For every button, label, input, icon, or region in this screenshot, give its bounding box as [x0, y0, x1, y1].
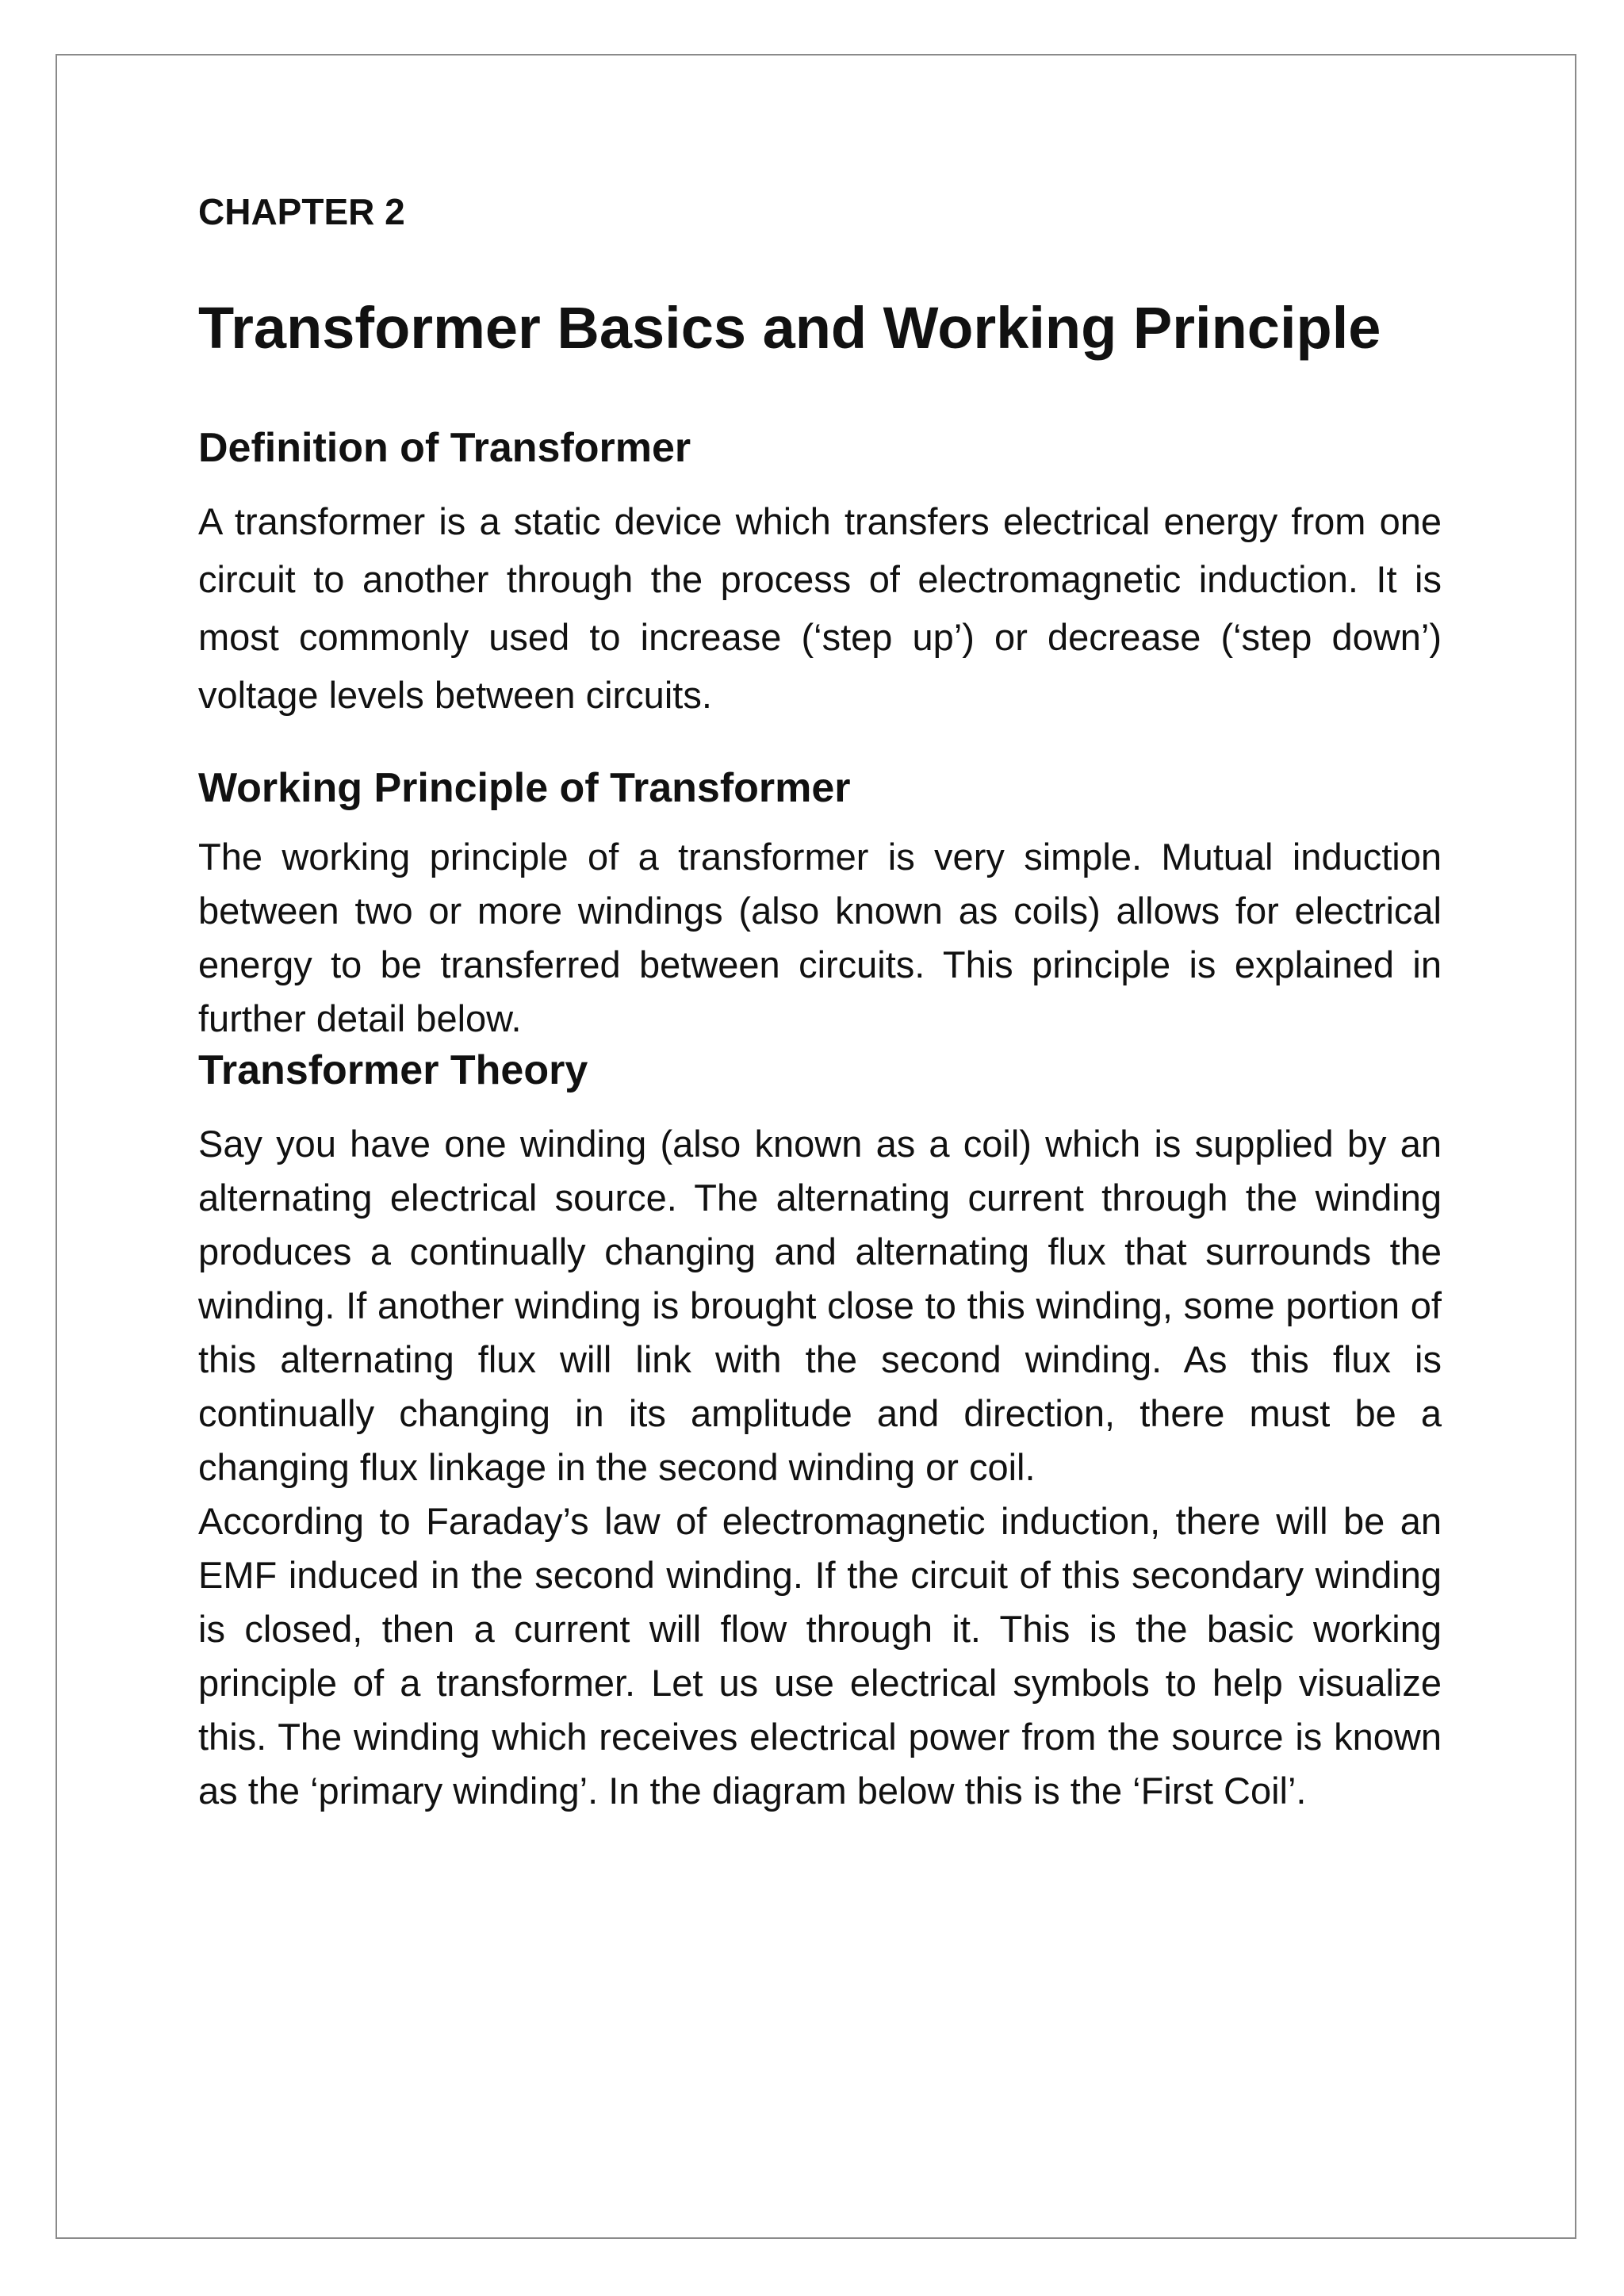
paragraph-theory-2: According to Faraday’s law of electromagnetic induction, there will be an EMF induced in the second winding. If the circuit of this secondary winding is closed, then a current will flow through it. This is the basic working principle of a transformer. Let us use electrical symbols to help visualize this. The winding which receives electrical power from the source is known as the ‘primary winding’. In the diagram below this is the ‘First Coil’. [198, 1500, 1442, 1812]
paragraph-theory-1: Say you have one winding (also known as a coil) which is supplied by an alternating electrical source. The alternating current through the winding produces a continually changing and alternating flux that surrounds the winding. If another winding is brought close to this winding, some portion of this alternating flux will link with the second winding. As this flux is continually changing in its amplitude and direction, there must be a changing flux linkage in the second winding or coil. [198, 1123, 1442, 1489]
paragraph-definition: A transformer is a static device which transfers electrical energy from one circuit to another through the process of electromagnetic induction. It is most commonly used to increase (‘step up’) or decrease (‘step down’) voltage levels between circuits. [198, 499, 1442, 716]
chapter-title: Transformer Basics and Working Principle [198, 295, 1381, 362]
section-heading-transformer-theory: Transformer Theory [198, 1047, 588, 1094]
section-heading-working-principle: Working Principle of Transformer [198, 764, 851, 811]
section-heading-definition: Definition of Transformer [198, 425, 691, 472]
document-content [198, 190, 1442, 1818]
paragraph-working-principle: The working principle of a transformer is very simple. Mutual induction between two or more windings (also known as coils) allows for electrical energy to be transferred between circuits. This principle is explained in further detail below. [198, 836, 1442, 1040]
chapter-label: CHAPTER 2 [198, 191, 405, 232]
